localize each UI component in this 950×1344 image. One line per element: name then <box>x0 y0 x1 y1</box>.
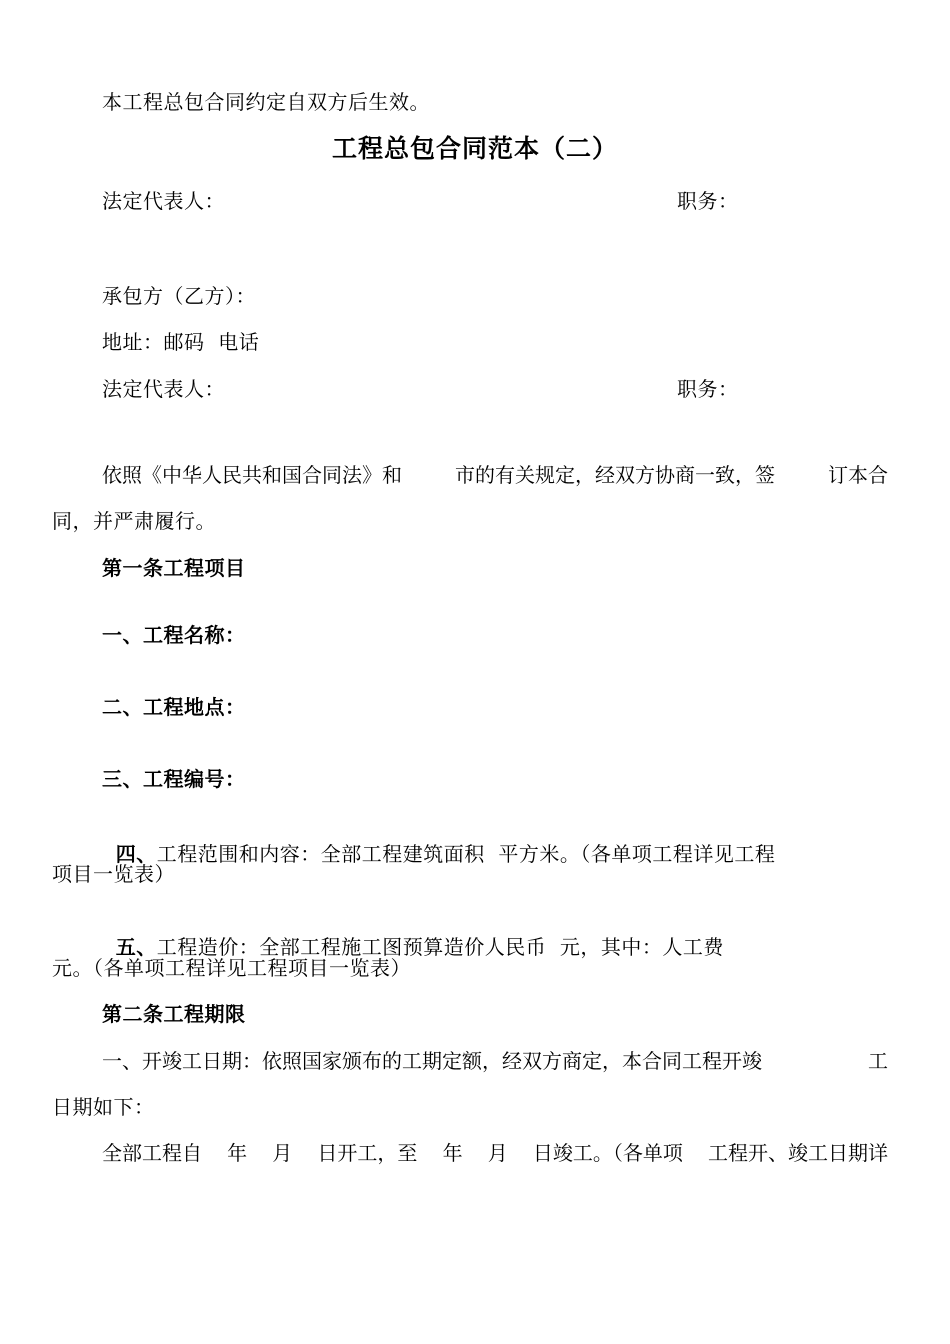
schedule-part-5: 年 <box>442 1141 463 1165</box>
schedule-line <box>102 1140 888 1166</box>
item-project-name: 一、工程名称： <box>102 623 246 647</box>
schedule-part-8: 工程开、竣工日期详 <box>707 1141 888 1165</box>
schedule-part-2: 年 <box>227 1141 248 1165</box>
schedule-part-7: 日竣工。（各单项 <box>532 1141 683 1165</box>
item-scope-prefix: 四、 <box>115 842 157 866</box>
document-title: 工程总包合同范本（二） <box>331 134 618 163</box>
preamble-part-1: 依照《中华人民共和国合同法》和 <box>102 463 402 487</box>
item-scope-line <box>102 815 775 867</box>
item-cost-prefix: 五、 <box>115 935 157 959</box>
schedule-part-1: 全部工程自 <box>102 1141 202 1165</box>
item-scope-text: 工程范围和内容：全部工程建筑面积 平方米。（各单项工程详见工程 <box>156 842 776 866</box>
article-2-item-1 <box>102 1048 888 1074</box>
item-project-number: 三、工程编号： <box>102 767 246 791</box>
article-2-heading: 第二条工程期限 <box>102 1002 246 1026</box>
item-project-location: 二、工程地点： <box>102 695 246 719</box>
party-a-position-label: 职务： <box>677 189 739 213</box>
intro-line: 本工程总包合同约定自双方后生效。 <box>102 90 430 114</box>
schedule-part-6: 月 <box>487 1141 508 1165</box>
schedule-part-3: 月 <box>272 1141 293 1165</box>
preamble-line-1 <box>102 462 888 488</box>
item-scope-continued: 项目一览表） <box>52 862 175 886</box>
item-cost-line <box>102 908 724 960</box>
address-line: 地址：邮码 电话 <box>102 330 260 354</box>
article-1-heading: 第一条工程项目 <box>102 556 246 580</box>
party-a-rep-label: 法定代表人： <box>102 189 225 213</box>
contractor-label: 承包方（乙方）： <box>102 284 256 308</box>
party-b-position-label: 职务： <box>677 377 739 401</box>
preamble-part-2: 市的有关规定，经双方协商一致，签 <box>455 463 775 487</box>
party-b-rep-label: 法定代表人： <box>102 377 225 401</box>
article-2-item-1-tail: 工 <box>868 1049 888 1073</box>
preamble-part-3: 订本合 <box>828 463 888 487</box>
item-cost-text: 工程造价：全部工程施工图预算造价人民币 元，其中：人工费 <box>156 935 724 959</box>
preamble-line-2: 同，并严肃履行。 <box>52 509 216 533</box>
schedule-part-4: 日开工，至 <box>317 1141 418 1165</box>
item-cost-continued: 元。（各单项工程详见工程项目一览表） <box>52 956 411 980</box>
article-2-item-1-text: 一、开竣工日期：依照国家颁布的工期定额，经双方商定，本合同工程开竣 <box>102 1049 762 1073</box>
article-2-item-1-continued: 日期如下： <box>52 1095 155 1119</box>
